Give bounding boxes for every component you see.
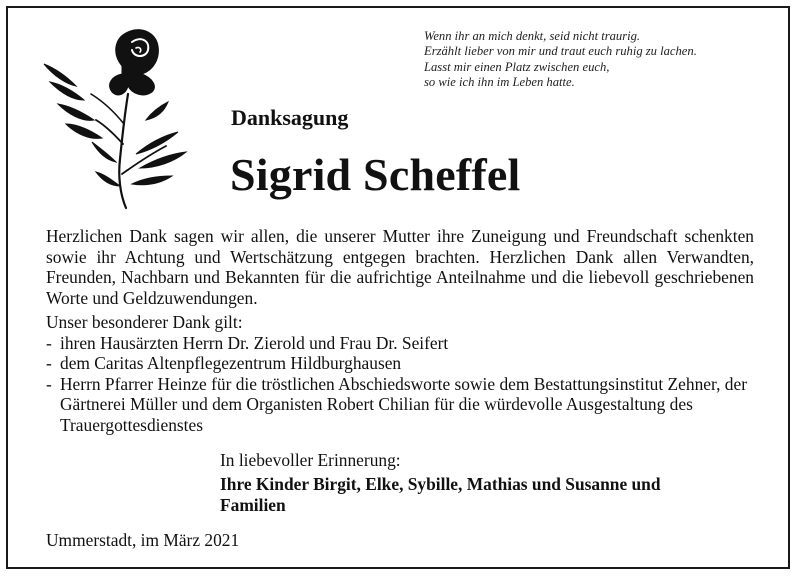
deceased-name: Sigrid Scheffel — [230, 149, 521, 200]
place-date: Ummerstadt, im März 2021 — [46, 530, 240, 550]
list-dash: - — [46, 353, 52, 374]
rose-icon — [36, 24, 206, 210]
family-signature: Ihre Kinder Birgit, Elke, Sybille, Mathias und Susanne und Familien — [220, 474, 661, 515]
list-item — [46, 333, 766, 354]
list-dash: - — [46, 373, 52, 394]
list-intro: Unser besonderer Dank gilt: — [46, 312, 243, 332]
thanks-paragraph: Herzlichen Dank sagen wir allen, die unserer Mutter ihre Zuneigung und Freundschaft schenkten sowie ihr Achtung und Wertschätzung entgegen brachten. Herzlichen Dank allen Verwandten, Freunden, Nachbarn und Bekannten für die aufrichtige Anteilnahme und die liebevoll geschriebenen Worte und Geldzuwendungen. — [46, 226, 754, 308]
list-item — [46, 374, 766, 436]
list-item-text: ihren Hausärzten Herrn Dr. Zierold und Frau Dr. Seifert — [60, 332, 449, 353]
poem-line: Wenn ihr an mich denkt, seid nicht traurig. — [424, 29, 641, 43]
heading-danksagung: Danksagung — [231, 105, 349, 130]
poem-line: Lasst mir einen Platz zwischen euch, — [424, 59, 610, 74]
poem-line: so wie ich ihn im Leben hatte. — [424, 75, 575, 90]
thanks-list — [46, 312, 766, 436]
poem-line: Erzählt lieber von mir und traut euch ruhig zu lachen. — [424, 44, 697, 59]
list-item — [46, 353, 766, 374]
remembrance-line: In liebevoller Erinnerung: — [220, 450, 401, 470]
list-item-text: dem Caritas Altenpflegezentrum Hildburghausen — [60, 353, 402, 374]
poem — [424, 29, 697, 91]
list-item-text: Herrn Pfarrer Heinze für die tröstlichen Abschiedsworte sowie dem Bestattungsinstitut Zehner, der Gärtnerei Müller und dem Organisten Robert Chilian für die würdevolle Ausgestaltung des Trauergottesdienstes — [60, 373, 747, 435]
list-dash: - — [46, 332, 52, 353]
